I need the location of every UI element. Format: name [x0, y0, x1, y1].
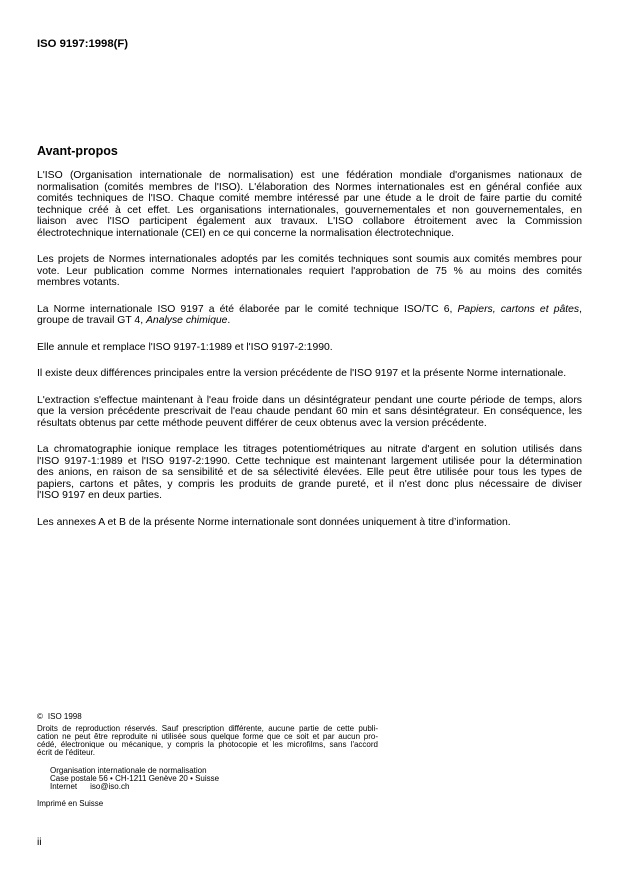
- line-punctuation: ,: [579, 303, 583, 315]
- paragraph-line: comités techniques de l'ISO. Chaque comité membre intéressé par une étude a le droit de faire partie du comité: [37, 193, 582, 204]
- paragraph-line: l'ISO 9197-1:1989 et l'ISO 9197-2:1990. Cette technique est maintenant largement utilisée pour la détermination: [37, 455, 582, 467]
- foreword-paragraph-1: [37, 170, 582, 239]
- copyright-holder-year: ISO 1998: [47, 711, 82, 721]
- paragraph-line: La chromatographie ionique remplace les titrages potentiométriques au nitrate d'argent en solution utilisés dans: [37, 444, 582, 455]
- page-number: ii: [37, 837, 42, 848]
- paragraph-line: L'extraction s'effectue maintenant à l'eau froide dans un désintégrateur pendant une courte période de temps, alors: [37, 394, 582, 406]
- foreword-paragraph-7: [37, 444, 582, 502]
- paragraph-line: électrotechnique internationale (CEI) en ce qui concerne la normalisation électrotechnique.: [37, 227, 455, 239]
- foreword-body: [37, 170, 582, 543]
- paragraph-line: normalisation (comités membres de l'ISO). L'élaboration des Normes internationales est en général confiée aux: [37, 181, 582, 193]
- foreword-paragraph-5: [37, 368, 582, 380]
- line-text: groupe de travail GT 4,: [37, 315, 146, 326]
- paragraph-line: papiers, cartons et pâtes, y compris les produits de grande pureté, et il n'est donc plus nécessaire de diviser: [37, 478, 582, 490]
- foreword-title: Avant-propos: [37, 144, 118, 158]
- paragraph-line: liaison avec l'ISO participent également aux travaux. L'ISO collabore étroitement avec la Commission: [37, 216, 582, 227]
- organisation-name: Organisation internationale de normalisation: [50, 765, 207, 775]
- foreword-paragraph-2: [37, 254, 582, 289]
- paragraph-line: l'ISO 9197 en deux parties.: [37, 490, 163, 501]
- committee-title-italic: Papiers, cartons et pâtes: [457, 303, 580, 315]
- working-group-title-italic: Analyse chimique: [145, 315, 228, 326]
- paragraph-line: L'ISO (Organisation internationale de normalisation) est une fédération mondiale d'organismes nationaux de: [37, 170, 582, 181]
- paragraph-line: membres votants.: [37, 277, 120, 288]
- foreword-paragraph-4: [37, 342, 582, 354]
- paragraph-line: résultats obtenus par cette méthode peuvent différer de ceux obtenus avec la version précédente.: [37, 417, 487, 429]
- paragraph-line: vote. Leur publication comme Normes internationales requiert l'approbation de 75 % au moins des comités: [37, 265, 582, 277]
- rights-line: écrit de l'éditeur.: [37, 747, 96, 757]
- paragraph-line: Les projets de Normes internationales adoptés par les comités techniques sont soumis aux comités membres pour: [37, 254, 582, 265]
- paragraph-line: [37, 315, 582, 327]
- paragraph-line: technique créé à cet effet. Les organisations internationales, gouvernementales et non gouvernementales, en: [37, 204, 582, 216]
- publisher-address: [50, 767, 219, 791]
- printed-in-notice: Imprimé en Suisse: [37, 798, 104, 808]
- postal-address: Case postale 56 • CH-1211 Genève 20 • Suisse: [50, 773, 220, 783]
- internet-label: Internet: [50, 781, 78, 791]
- paragraph-line: que la version précédente prescrivait de l'eau chaude pendant 60 min et sans désintégrateur. En conséquence, les: [37, 406, 582, 417]
- rights-line: cation ne peut être reproduite ni utilisée sous quelque forme que ce soit et par aucun pro-: [37, 731, 378, 741]
- paragraph-line: Il existe deux différences principales entre la version précédente de l'ISO 9197 et la présente Norme internationale.: [37, 368, 567, 379]
- foreword-paragraph-8: [37, 517, 582, 529]
- rights-line: Droits de reproduction réservés. Sauf prescription différente, aucune partie de cette publi-: [37, 723, 378, 733]
- line-punctuation: .: [227, 315, 231, 326]
- paragraph-line: [37, 304, 582, 316]
- reproduction-rights-notice: [37, 725, 378, 757]
- copyright-symbol: ©: [37, 711, 43, 721]
- paragraph-line: des anions, en raison de sa sensibilité et de sa sélectivité élevées. Elle peut être utilisée pour tous les types de: [37, 467, 582, 478]
- foreword-paragraph-3: [37, 304, 582, 327]
- foreword-paragraph-6: [37, 395, 582, 430]
- paragraph-line: Elle annule et remplace l'ISO 9197-1:1989 et l'ISO 9197-2:1990.: [37, 341, 333, 353]
- line-text: La Norme internationale ISO 9197 a été élaborée par le comité technique ISO/TC 6,: [37, 303, 458, 315]
- paragraph-line: Les annexes A et B de la présente Norme internationale sont données uniquement à titre d’information.: [37, 516, 511, 528]
- rights-line: cédé, électronique ou mécanique, y compris la photocopie et les microfilms, sans l'accord: [37, 739, 378, 749]
- internet-line: [50, 783, 219, 791]
- email-address: iso@iso.ch: [90, 781, 130, 791]
- document-id-header: ISO 9197:1998(F): [37, 38, 129, 50]
- copyright-line: [37, 712, 82, 721]
